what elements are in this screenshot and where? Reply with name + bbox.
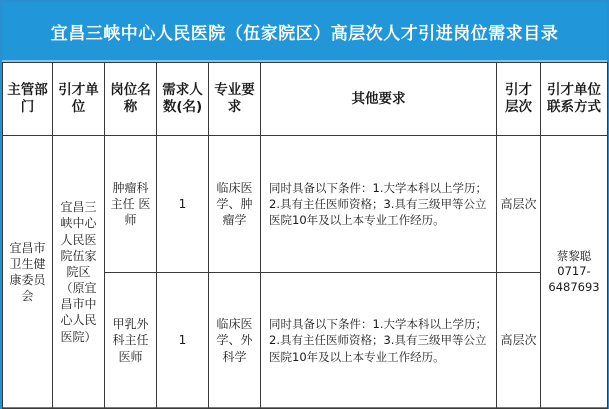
header-unit: 引才单位 (53, 63, 105, 136)
header-dept: 主管部门 (3, 63, 53, 136)
count-cell: 1 (157, 273, 209, 409)
header-other: 其他要求 (261, 63, 497, 136)
post-cell: 甲乳外科主任医师 (105, 273, 157, 409)
dept-cell: 宜昌市卫生健康委员会 (3, 136, 53, 409)
contact-phone-number: 6487693 (548, 279, 600, 294)
other-requirements-cell: 同时具备以下条件：1.大学本科以上学历；2.具有主任医师资格；3.具有三级甲等公立医院10年及以上本专业工作经历。 (261, 273, 497, 409)
count-cell: 1 (157, 136, 209, 273)
header-level: 引才层次 (497, 63, 541, 136)
contact-cell (541, 136, 608, 409)
header-major: 专业要求 (209, 63, 261, 136)
table-row (3, 136, 608, 273)
level-cell: 高层次 (497, 136, 541, 273)
page-title: 宜昌三峡中心人民医院（伍家院区）高层次人才引进岗位需求目录 (2, 2, 607, 62)
other-requirements-cell: 同时具备以下条件：1.大学本科以上学历；2.具有主任医师资格；3.具有三级甲等公立医院10年及以上本专业工作经历。 (261, 136, 497, 273)
unit-cell: 宜昌三峡中心人民医院伍家院区（原宜昌市中心人民医院） (53, 136, 105, 409)
contact-phone-area: 0717- (557, 264, 591, 279)
level-cell: 高层次 (497, 273, 541, 409)
job-requirements-table (2, 62, 608, 409)
post-cell: 肿瘤科主任 医师 (105, 136, 157, 273)
header-contact: 引才单位联系方式 (541, 63, 608, 136)
table-header-row (3, 63, 608, 136)
header-post: 岗位名称 (105, 63, 157, 136)
major-cell: 临床医学、肿瘤学 (209, 136, 261, 273)
header-count: 需求人数(名) (157, 63, 209, 136)
contact-name: 蔡黎聪 (556, 248, 592, 263)
major-cell: 临床医学、外科学 (209, 273, 261, 409)
